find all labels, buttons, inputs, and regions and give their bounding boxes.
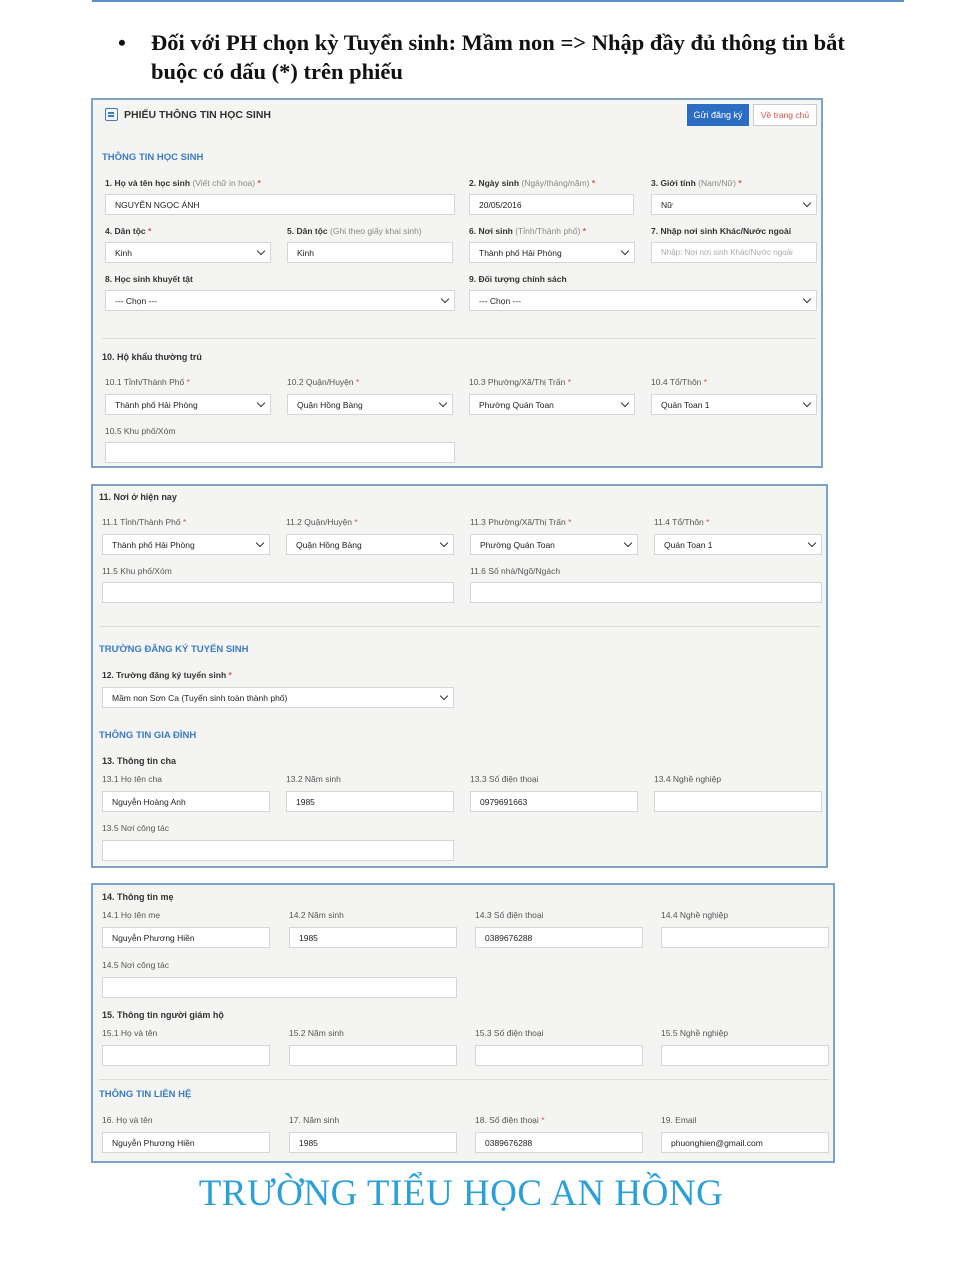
label-cur-province: 11.1 Tỉnh/Thành Phố * — [102, 517, 187, 527]
policy-select[interactable]: --- Chọn --- — [469, 290, 817, 311]
cur-house-input[interactable] — [470, 582, 822, 603]
label-contact-email: 19. Email — [661, 1115, 697, 1125]
label-ethnic: 4. Dân tộc * — [105, 226, 152, 236]
submit-button[interactable]: Gửi đăng ký — [687, 104, 749, 126]
label-perm-hamlet: 10.4 Tổ/Thôn * — [651, 377, 708, 387]
label-contact-name: 16. Họ và tên — [102, 1115, 153, 1125]
label-guardian-job: 15.5 Nghề nghiệp — [661, 1028, 729, 1038]
form-title-text: PHIẾU THÔNG TIN HỌC SINH — [124, 108, 272, 121]
ethnic-select[interactable]: Kinh — [105, 242, 271, 263]
label-perm-ward: 10.3 Phường/Xã/Thị Trấn * — [469, 377, 572, 387]
label-father-job: 13.4 Nghề nghiệp — [654, 774, 722, 784]
label-policy: 9. Đối tượng chính sách — [469, 274, 567, 284]
section-family: THÔNG TIN GIA ĐÌNH — [99, 730, 197, 741]
label-perm-area: 10.5 Khu phố/Xóm — [105, 426, 176, 436]
father-year-input[interactable]: 1985 — [286, 791, 454, 812]
label-gender: 3. Giới tính (Nam/Nữ) * — [651, 178, 742, 188]
label-disability: 8. Học sinh khuyết tật — [105, 274, 193, 284]
label-contact-phone: 18. Số điện thoại * — [475, 1115, 545, 1125]
form-panel-student — [91, 98, 823, 468]
label-cur-house: 11.6 Số nhà/Ngõ/Ngách — [470, 566, 561, 576]
group-current-address: 11. Nơi ở hiện nay — [99, 492, 177, 502]
divider — [99, 1079, 829, 1080]
group-mother: 14. Thông tin mẹ — [102, 892, 174, 902]
perm-district-select[interactable]: Quận Hồng Bàng — [287, 394, 453, 415]
label-mother-year: 14.2 Năm sinh — [289, 910, 344, 920]
cur-ward-select[interactable]: Phường Quán Toan — [470, 534, 638, 555]
cur-province-select[interactable]: Thành phố Hải Phòng — [102, 534, 270, 555]
section-school: TRƯỜNG ĐĂNG KÝ TUYỂN SINH — [99, 644, 249, 655]
divider — [102, 338, 816, 339]
label-father-work: 13.5 Nơi công tác — [102, 823, 169, 833]
label-guardian-phone: 15.3 Số điện thoại — [475, 1028, 544, 1038]
chevron-down-icon — [257, 247, 265, 255]
contact-name-input[interactable]: Nguyễn Phương Hiền — [102, 1132, 270, 1153]
chevron-down-icon — [256, 539, 264, 547]
label-mother-phone: 14.3 Số điện thoại — [475, 910, 544, 920]
home-button[interactable]: Về trang chủ — [753, 104, 817, 126]
mother-name-input[interactable]: Nguyễn Phương Hiền — [102, 927, 270, 948]
cur-hamlet-select[interactable]: Quán Toan 1 — [654, 534, 822, 555]
label-student-name: 1. Họ và tên học sinh (Viết chữ in hoa) * — [105, 178, 261, 188]
father-work-input[interactable] — [102, 840, 454, 861]
top-rule — [92, 0, 904, 2]
mother-job-input[interactable] — [661, 927, 829, 948]
perm-ward-select[interactable]: Phường Quán Toan — [469, 394, 635, 415]
father-job-input[interactable] — [654, 791, 822, 812]
label-other-birthplace: 7. Nhập nơi sinh Khác/Nước ngoài — [651, 226, 792, 236]
contact-email-input[interactable]: phuonghien@gmail.com — [661, 1132, 829, 1153]
label-cur-hamlet: 11.4 Tổ/Thôn * — [654, 517, 710, 527]
mother-work-input[interactable] — [102, 977, 457, 998]
group-guardian: 15. Thông tin người giám hộ — [102, 1010, 224, 1020]
disability-select[interactable]: --- Chọn --- — [105, 290, 455, 311]
dob-input[interactable]: 20/05/2016 — [469, 194, 634, 215]
contact-phone-input[interactable]: 0389676288 — [475, 1132, 643, 1153]
label-contact-year: 17. Năm sinh — [289, 1115, 340, 1125]
chevron-down-icon — [439, 399, 447, 407]
perm-hamlet-select[interactable]: Quán Toan 1 — [651, 394, 817, 415]
perm-province-select[interactable]: Thành phố Hải Phòng — [105, 394, 271, 415]
birthplace-select[interactable]: Thành phố Hải Phòng — [469, 242, 635, 263]
label-guardian-name: 15.1 Họ và tên — [102, 1028, 158, 1038]
bullet: • — [118, 30, 126, 55]
chevron-down-icon — [803, 399, 811, 407]
chevron-down-icon — [440, 692, 448, 700]
label-father-phone: 13.3 Số điện thoại — [470, 774, 539, 784]
label-father-year: 13.2 Năm sinh — [286, 774, 341, 784]
instruction-text: Đối với PH chọn kỳ Tuyển sinh: Mầm non => Nhập đầy đủ thông tin bắt buộc có dấu (*) trên phiếu — [151, 30, 845, 84]
cur-area-input[interactable] — [102, 582, 454, 603]
form-title — [105, 108, 271, 121]
chevron-down-icon — [621, 399, 629, 407]
chevron-down-icon — [803, 295, 811, 303]
school-name-footer: TRƯỜNG TIỂU HỌC AN HỒNG — [198, 1173, 724, 1214]
guardian-year-input[interactable] — [289, 1045, 457, 1066]
label-mother-name: 14.1 Họ tên mẹ — [102, 910, 161, 920]
mother-year-input[interactable]: 1985 — [289, 927, 457, 948]
chevron-down-icon — [803, 199, 811, 207]
label-perm-district: 10.2 Quận/Huyện * — [287, 377, 360, 387]
school-select[interactable]: Mầm non Sơn Ca (Tuyển sinh toàn thành phố) — [102, 687, 454, 708]
label-school: 12. Trường đăng ký tuyển sinh * — [102, 670, 232, 680]
mother-phone-input[interactable]: 0389676288 — [475, 927, 643, 948]
form-panel-family — [91, 883, 835, 1163]
label-birthplace: 6. Nơi sinh (Tỉnh/Thành phố) * — [469, 226, 587, 236]
form-panel-residence — [91, 484, 828, 868]
clipboard-icon — [105, 108, 118, 121]
group-father: 13. Thông tin cha — [102, 756, 177, 766]
label-ethnic-cert: 5. Dân tộc (Ghi theo giấy khai sinh) — [287, 226, 422, 236]
label-perm-province: 10.1 Tỉnh/Thành Phố * — [105, 377, 190, 387]
chevron-down-icon — [808, 539, 816, 547]
section-contact: THÔNG TIN LIÊN HỆ — [99, 1089, 192, 1100]
label-mother-work: 14.5 Nơi công tác — [102, 960, 169, 970]
guardian-name-input[interactable] — [102, 1045, 270, 1066]
father-phone-input[interactable]: 0979691663 — [470, 791, 638, 812]
father-name-input[interactable]: Nguyễn Hoàng Anh — [102, 791, 270, 812]
label-cur-area: 11.5 Khu phố/Xóm — [102, 566, 172, 576]
other-birthplace-input[interactable]: Nhập: Nơi nơi sinh Khác/Nước ngoài — [651, 242, 817, 263]
label-dob: 2. Ngày sinh (Ngày/tháng/năm) * — [469, 178, 596, 188]
label-guardian-year: 15.2 Năm sinh — [289, 1028, 344, 1038]
chevron-down-icon — [257, 399, 265, 407]
student-name-input[interactable]: NGUYỄN NGỌC ÁNH — [105, 194, 455, 215]
perm-area-input[interactable] — [105, 442, 455, 463]
label-cur-district: 11.2 Quận/Huyện * — [286, 517, 358, 527]
chevron-down-icon — [441, 295, 449, 303]
label-mother-job: 14.4 Nghề nghiệp — [661, 910, 729, 920]
label-father-name: 13.1 Họ tên cha — [102, 774, 163, 784]
guardian-phone-input[interactable] — [475, 1045, 643, 1066]
chevron-down-icon — [621, 247, 629, 255]
group-permanent-address: 10. Hộ khẩu thường trú — [102, 352, 202, 362]
gender-select[interactable]: Nữ — [651, 194, 817, 215]
guardian-job-input[interactable] — [661, 1045, 829, 1066]
ethnic-cert-input[interactable]: Kinh — [287, 242, 453, 263]
label-cur-ward: 11.3 Phường/Xã/Thị Trấn * — [470, 517, 572, 527]
contact-year-input[interactable]: 1985 — [289, 1132, 457, 1153]
chevron-down-icon — [624, 539, 632, 547]
divider — [99, 626, 821, 627]
cur-district-select[interactable]: Quận Hồng Bàng — [286, 534, 454, 555]
section-student-info: THÔNG TIN HỌC SINH — [102, 152, 204, 163]
chevron-down-icon — [440, 539, 448, 547]
